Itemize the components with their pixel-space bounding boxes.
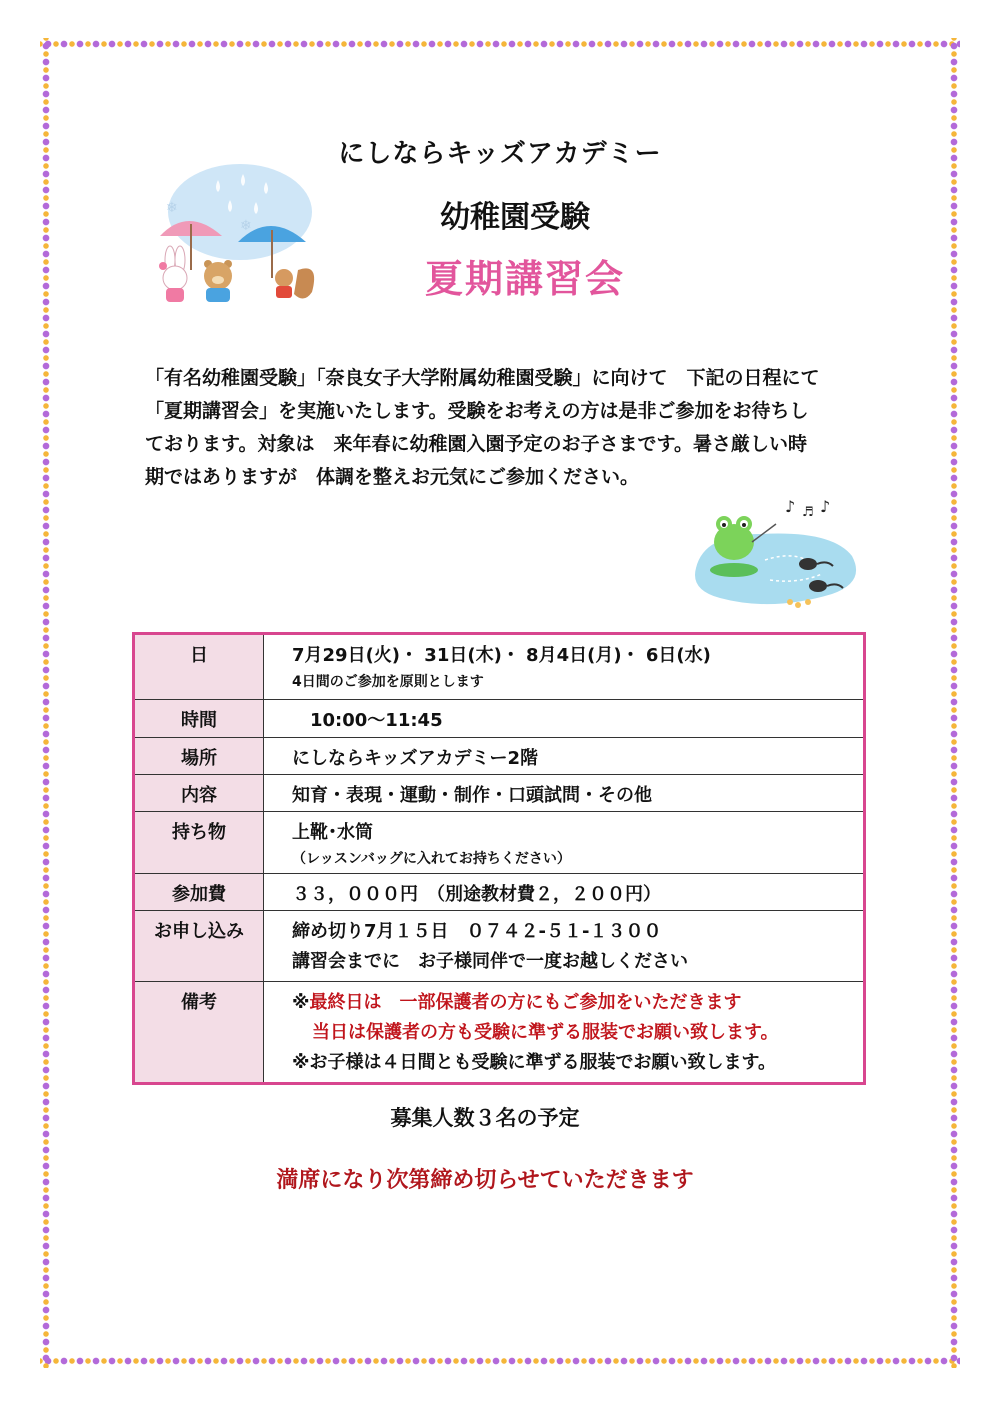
frog-pond-tadpoles-illustration — [690, 490, 865, 625]
table-row — [134, 982, 865, 1084]
remarks-prefix: ※ — [292, 992, 310, 1013]
row-value-fee: ３３，０００円 （別途教材費２，２００円） — [264, 874, 865, 911]
course-info-table — [132, 632, 866, 1085]
organization-name: にしならキッズアカデミー — [338, 139, 662, 169]
row-value-belongings — [264, 812, 865, 874]
exam-title: 幼稚園受験 — [440, 200, 590, 235]
intro-paragraph — [145, 362, 865, 494]
border-bottom-decoration — [40, 1355, 960, 1367]
row-value-date — [264, 634, 865, 700]
svg-text:❄: ❄ — [240, 218, 252, 234]
table-row — [134, 775, 865, 812]
svg-text:♪: ♪ — [785, 497, 796, 516]
remarks-line-3: ※お子様は４日間とも受験に準ずる服装でお願い致します。 — [292, 1052, 777, 1073]
intro-line: 「夏期講習会」を実施いたします。受験をお考えの方は是非ご参加をお待ちし — [145, 400, 809, 422]
svg-text:❄: ❄ — [166, 200, 178, 216]
application-deadline: 締め切り7月１５日 ０７４２-５１-１３００ — [292, 921, 662, 942]
table-row — [134, 700, 865, 738]
row-value-content: 知育・表現・運動・制作・口頭試問・その他 — [264, 775, 865, 812]
intro-line: ております。対象は 来年春に幼稚園入園予定のお子さまです。暑さ厳しい時 — [145, 433, 807, 455]
application-note: 講習会までに お子様同伴で一度お越しください — [292, 951, 688, 972]
svg-text:♬: ♬ — [802, 505, 814, 520]
row-value-time: 10:00～11:45 — [264, 700, 865, 738]
remarks-red-1: 最終日は 一部保護者の方にもご参加をいただきます — [309, 992, 742, 1013]
table-row — [134, 812, 865, 874]
remarks-line-1 — [292, 988, 863, 1018]
table-row — [134, 874, 865, 911]
row-label-remarks: 備考 — [134, 982, 264, 1084]
closing-note: 満席になり次第締め切らせていただきます — [276, 1168, 694, 1193]
row-label-time: 時間 — [134, 700, 264, 738]
intro-line: 期ではありますが 体調を整えお元気にご参加ください。 — [145, 466, 640, 488]
date-note: 4日間のご参加を原則とします — [292, 674, 484, 690]
row-label-fee: 参加費 — [134, 874, 264, 911]
table-row — [134, 738, 865, 775]
row-value-remarks — [264, 982, 865, 1084]
intro-line: 「有名幼稚園受験」「奈良女子大学附属幼稚園受験」に向けて 下記の日程にて — [145, 367, 820, 389]
table-row — [134, 911, 865, 982]
table-row — [134, 634, 865, 700]
capacity-note: 募集人数３名の予定 — [390, 1106, 580, 1130]
row-label-content: 内容 — [134, 775, 264, 812]
row-label-place: 場所 — [134, 738, 264, 775]
border-top-decoration — [40, 38, 960, 50]
course-title: 夏期講習会 — [424, 257, 625, 301]
row-label-application: お申し込み — [134, 911, 264, 982]
row-value-application — [264, 911, 865, 982]
svg-text:♪: ♪ — [820, 497, 831, 516]
belongings-note: （レッスンバッグに入れてお持ちください） — [292, 851, 571, 867]
remarks-red-2: 当日は保護者の方も受験に準ずる服装でお願い致します。 — [312, 1022, 779, 1043]
row-value-place: にしならキッズアカデミー2階 — [264, 738, 865, 775]
row-label-belongings: 持ち物 — [134, 812, 264, 874]
row-label-date: 日 — [134, 634, 264, 700]
belongings-main: 上靴･水筒 — [292, 822, 373, 843]
date-main: 7月29日(火)・ 31日(木)・ 8月4日(月)・ 6日(水) — [292, 645, 711, 666]
